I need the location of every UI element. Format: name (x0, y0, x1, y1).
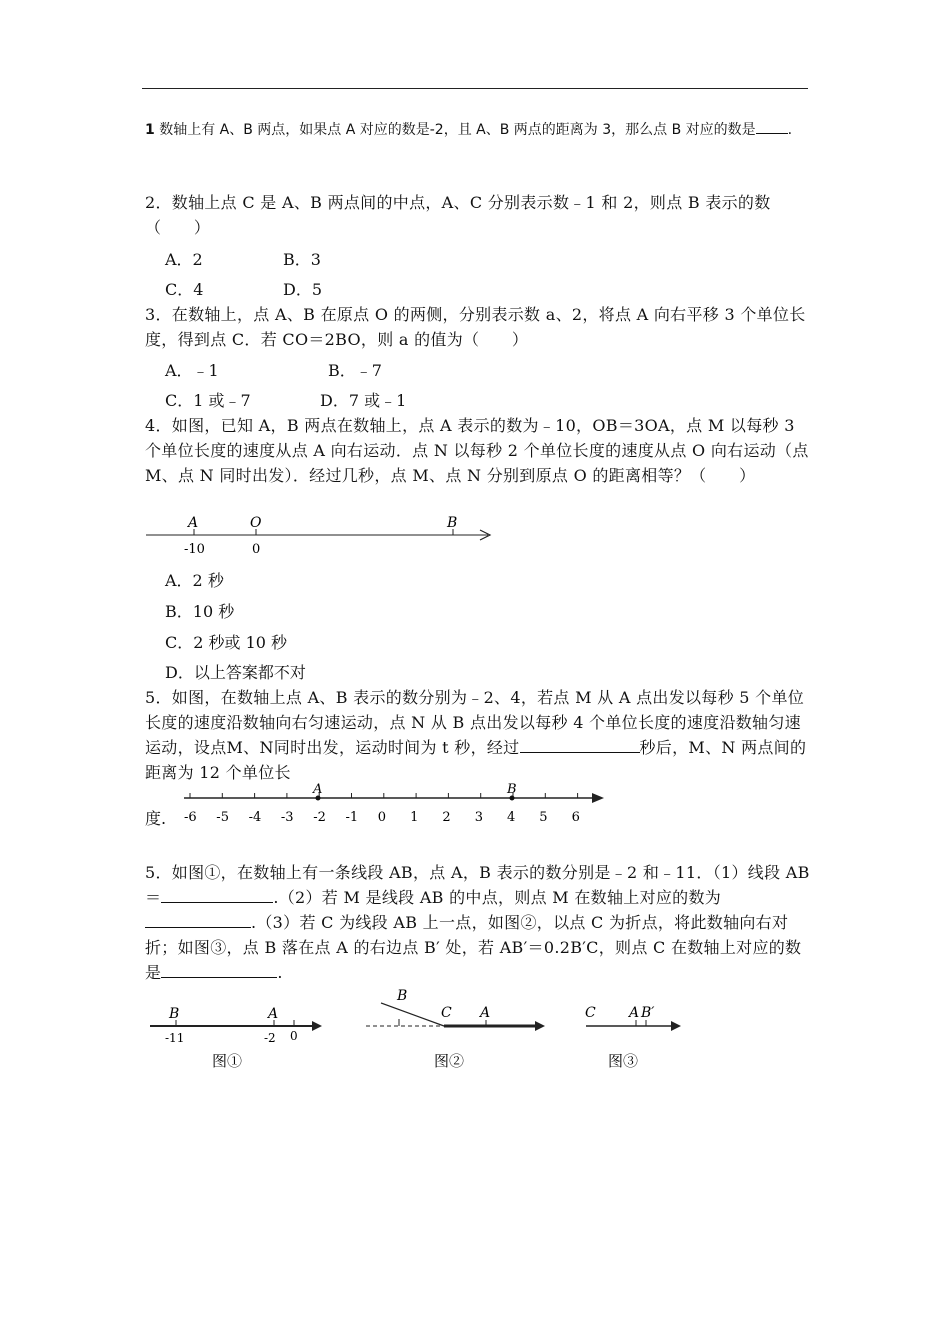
q5a-tail: 度. (145, 809, 167, 828)
q3-option-a[interactable]: A．﹣1 (165, 361, 219, 380)
fig3-label-b-prime: B′ (641, 1005, 655, 1021)
fig3-label-c: C (585, 1005, 596, 1021)
q2-option-a[interactable]: A．2 (165, 250, 203, 269)
q5b-part4: . (277, 963, 283, 982)
q5a-tick-label: 3 (474, 810, 483, 825)
q5a-tick-label: -2 (313, 810, 326, 825)
q2-option-d[interactable]: D．5 (283, 280, 323, 299)
q5a-stem-before: 5．如图，在数轴上点 A、B 表示的数分别为﹣2、4，若点 M 从 A 点出发以每秒 5 个单位长度的速度沿数轴向右匀速运动，点 N 从 B 点出发以每秒 4 个单位长度的速度沿数轴匀速运动，设点M、N同时出发，运动时间为 t 秒，经过 (145, 688, 805, 757)
q4-label-b: B (447, 515, 458, 531)
q2-option-b[interactable]: B．3 (283, 250, 321, 269)
q5a-tick-label: -5 (216, 810, 229, 825)
q5b-figure-1 (150, 1006, 322, 1070)
q5b-figure-3 (585, 1005, 681, 1070)
fig1-label-b: B (169, 1006, 180, 1022)
q2-option-c[interactable]: C．4 (165, 280, 204, 299)
fig1-tick-label-minus2: -2 (264, 1031, 276, 1045)
q4-tick-label-0: 0 (252, 542, 261, 557)
q5a-tick-label: 2 (442, 810, 451, 825)
q4-label-o: O (250, 515, 262, 531)
q3-option-b[interactable]: B．﹣7 (328, 361, 382, 380)
q4-option-b[interactable]: B．10 秒 (165, 602, 235, 621)
q5b-figure-2 (366, 988, 545, 1070)
fig1-caption: 图① (212, 1052, 243, 1070)
fig2-label-b: B (397, 988, 408, 1004)
q3-option-c[interactable]: C．1 或﹣7 (165, 391, 251, 410)
q3-option-d[interactable]: D．7 或﹣1 (320, 391, 407, 410)
fig2-folded-segment (381, 1003, 444, 1026)
fig3-caption: 图③ (608, 1052, 639, 1070)
fig2-label-c: C (441, 1005, 452, 1021)
q4-option-c[interactable]: C．2 秒或 10 秒 (165, 633, 288, 652)
fig1-axis-arrow-icon (312, 1021, 322, 1031)
q5a-tick-label: -1 (345, 810, 359, 825)
fig2-label-a: A (480, 1005, 491, 1021)
q5a-tick-label: -4 (248, 810, 262, 825)
fig3-label-a: A (629, 1005, 640, 1021)
fig1-tick-label-minus11: -11 (165, 1031, 185, 1045)
q5a-label-b: B (507, 782, 517, 797)
fig2-caption: 图② (434, 1052, 465, 1070)
q5a-tick-label: 1 (410, 810, 419, 825)
q4-tick-label-minus10: -10 (184, 542, 205, 557)
fig1-label-a: A (268, 1006, 279, 1022)
q5b-part3: .（3）若 C 为线段 AB 上一点，如图②，以点 C 为折点，将此数轴向右对折；如图③，点 B 落在点 A 的右边点 B′ 处，若 AB′＝0.2B′C，则点 C 在数轴上对应的数是 (145, 913, 802, 982)
q5a-tick-label: 4 (507, 810, 516, 825)
fig1-tick-label-0: 0 (290, 1029, 298, 1043)
q5a-tick-label: -6 (184, 810, 197, 825)
fig2-axis-arrow-icon (535, 1021, 545, 1031)
q5a-tick-label: -3 (280, 810, 294, 825)
question-1-text: 数轴上有 A、B 两点，如果点 A 对应的数是-2，且 A、B 两点的距离为 3，那么点 B 对应的数是 (154, 122, 756, 138)
question-2-stem: 2．数轴上点 C 是 A、B 两点间的中点，A、C 分别表示数﹣1 和 2，则点 B 表示的数（ ） (145, 193, 771, 237)
fig3-axis-arrow-icon (671, 1021, 681, 1031)
q5a-stem-after: 秒后，M、N 两点间的距离为 12 个单位长 (145, 738, 807, 782)
q4-option-d[interactable]: D．以上答案都不对 (165, 663, 306, 682)
q5b-part2: .（2）若 M 是线段 AB 的中点，则点 M 在数轴上对应的数为 (273, 888, 722, 907)
q5a-label-a: A (313, 782, 323, 797)
q4-option-a[interactable]: A．2 秒 (165, 571, 224, 590)
q5a-tick-label: 0 (377, 810, 387, 825)
q5a-tick-label: 5 (539, 810, 548, 825)
question-3-stem: 3．在数轴上，点 A、B 在原点 O 的两侧，分别表示数 a、2，将点 A 向右平移 3 个单位长度，得到点 C．若 CO＝2BO，则 a 的值为（ ） (145, 305, 806, 349)
question-1-tail: . (787, 122, 793, 138)
q5b-part1: 5．如图①，在数轴上有一条线段 AB，点 A，B 表示的数分别是﹣2 和﹣11．（1）线段 AB＝ (145, 863, 810, 907)
question-4-stem: 4．如图，已知 A，B 两点在数轴上，点 A 表示的数为﹣10，OB＝3OA，点 M 以每秒 3 个单位长度的速度从点 A 向右运动．点 N 以每秒 2 个单位长度的速度从点 O 向右运动（点 M、点 N 同时出发）．经过几秒，点 M、点 N 分别到原点 O 的距离相等？（ ） (145, 416, 809, 485)
question-1-number: 1 (145, 122, 155, 138)
q5a-tick-label: 6 (571, 810, 580, 825)
q4-label-a: A (188, 515, 199, 531)
